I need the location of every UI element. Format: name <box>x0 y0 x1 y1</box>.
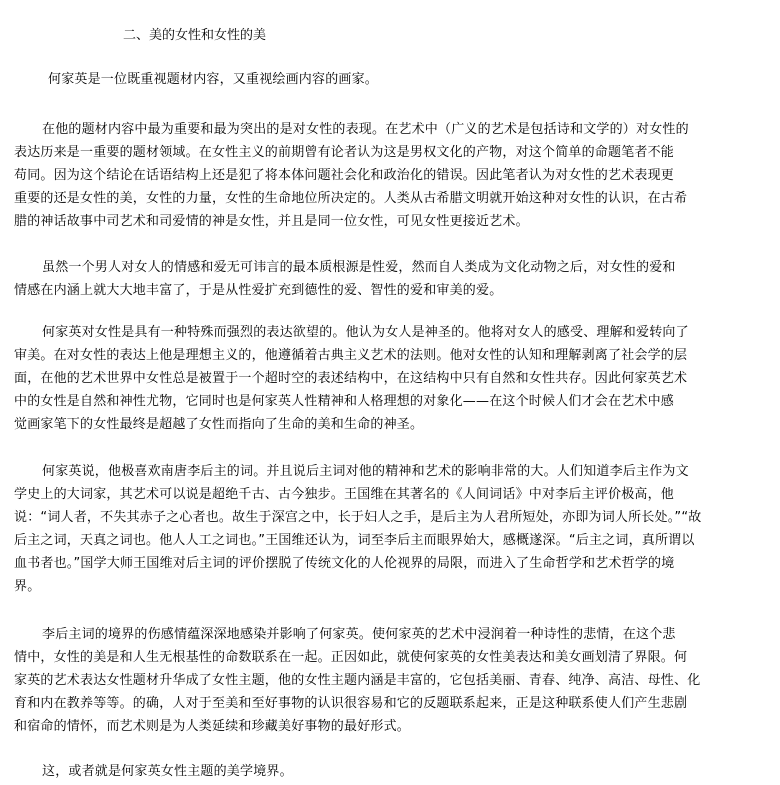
paragraph-line: 面，在他的艺术世界中女性总是被置于一个超时空的表述结构中，在这结构中只有自然和女性共存。因此何家英艺术 <box>14 371 688 386</box>
paragraph-line: 何家英对女性是具有一种特殊而强烈的表达欲望的。他认为女人是神圣的。他将对女人的感受、理解和爱转向了 <box>42 325 689 340</box>
paragraph-line: 李后主词的境界的伤感情蕴深深地感染并影响了何家英。使何家英的艺术中浸润着一种诗性的悲情，在这个悲 <box>42 627 676 642</box>
paragraph-line: 育和内在教养等等。的确，人对于至美和至好事物的认识很容易和它的反题联系起来，正是这种联系使人们产生悲剧 <box>14 696 688 711</box>
paragraph-line: 情中，女性的美是和人生无根基性的命数联系在一起。正因如此，就使何家英的女性美表达和美女画划清了界限。何 <box>14 650 688 665</box>
paragraph-line: 在他的题材内容中最为重要和最为突出的是对女性的表现。在艺术中（广义的艺术是包括诗和文学的）对女性的 <box>42 122 689 137</box>
section-title: 二、美的女性和女性的美 <box>123 28 267 43</box>
paragraph-line: 学史上的大词家，其艺术可以说是超绝千古、古今独步。王国维在其著名的《人间词话》中对李后主评价极高，他 <box>14 487 675 502</box>
paragraph <box>14 623 774 738</box>
paragraph-line: 何家英是一位既重视题材内容，又重视绘画内容的画家。 <box>48 72 379 87</box>
paragraph-line: 何家英说，他极喜欢南唐李后主的词。并且说后主词对他的精神和艺术的影响非常的大。人们知道李后主作为文 <box>42 464 689 479</box>
paragraph <box>14 321 774 436</box>
paragraph-line: 说：“词人者，不失其赤子之心者也。故生于深宫之中，长于妇人之手，是后主为人君所短处，亦即为词人所长处。”“故 <box>14 510 702 525</box>
paragraph-line: 界。 <box>14 579 41 594</box>
paragraph-line: 情感在内涵上就大大地丰富了，于是从性爱扩充到德性的爱、智性的爱和审美的爱。 <box>14 283 503 298</box>
paragraph <box>14 760 774 783</box>
paragraph-line: 血书者也。”国学大师王国维对后主词的评价摆脱了传统文化的人伦视界的局限，而进入了生命哲学和艺术哲学的境 <box>14 556 675 571</box>
paragraph-line: 觉画家笔下的女性最终是超越了女性而指向了生命的美和生命的神圣。 <box>14 417 424 432</box>
paragraph-line: 家英的艺术表达女性题材升华成了女性主题，他的女性主题内涵是丰富的，它包括美丽、青春、纯净、高洁、母性、化 <box>14 673 701 688</box>
paragraph <box>14 68 774 91</box>
paragraph-line: 和宿命的情怀，而艺术则是为人类延续和珍藏美好事物的最好形式。 <box>14 719 411 734</box>
paragraph-line: 表达历来是一重要的题材领域。在女性主义的前期曾有论者认为这是男权文化的产物，对这个简单的命题笔者不能 <box>14 145 675 160</box>
paragraph-line: 腊的神话故事中司艺术和司爱情的神是女性，并且是同一位女性，可见女性更接近艺术。 <box>14 214 529 229</box>
paragraph-line: 审美。在对女性的表达上他是理想主义的，他遵循着古典主义艺术的法则。他对女性的认知和理解剥离了社会学的层 <box>14 348 688 363</box>
paragraph <box>14 118 774 233</box>
paragraph-line: 中的女性是自然和神性尤物，它同时也是何家英人性精神和人格理想的对象化——在这个时候人们才会在艺术中感 <box>14 394 675 409</box>
paragraph <box>14 256 774 302</box>
paragraph-line: 后主之词，天真之词也。他人人工之词也。”王国维还认为，词至李后主而眼界始大，感概遂深。“后主之词，真所谓以 <box>14 533 695 548</box>
paragraph-line: 苟同。因为这个结论在话语结构上还是犯了将本体问题社会化和政治化的错误。因此笔者认为对女性的艺术表现更 <box>14 168 675 183</box>
paragraph-line: 虽然一个男人对女人的情感和爱无可讳言的最本质根源是性爱，然而自人类成为文化动物之后，对女性的爱和 <box>42 260 676 275</box>
paragraph <box>14 460 774 598</box>
paragraph-line: 这，或者就是何家英女性主题的美学境界。 <box>42 764 293 779</box>
paragraph-line: 重要的还是女性的美，女性的力量，女性的生命地位所决定的。人类从古希腊文明就开始这种对女性的认识，在古希 <box>14 191 688 206</box>
